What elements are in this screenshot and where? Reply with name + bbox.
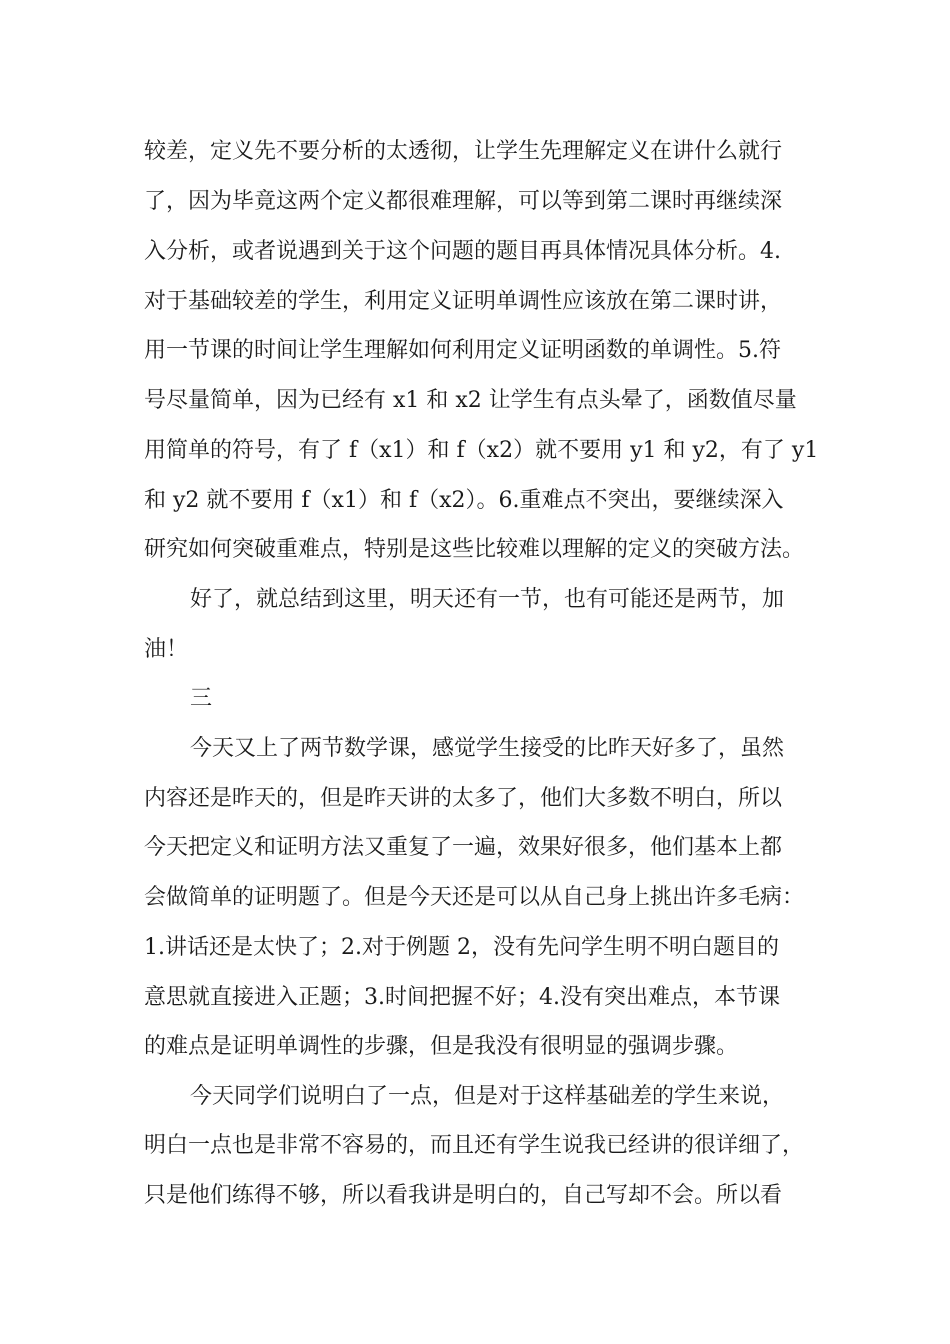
text-line: 号尽量简单，因为已经有 x1 和 x2 让学生有点头晕了，函数值尽量 — [144, 388, 797, 413]
text-line: 只是他们练得不够，所以看我讲是明白的，自己写却不会。所以看 — [144, 1183, 783, 1208]
text-line: 1.讲话还是太快了；2.对于例题 2，没有先问学生明不明白题目的 — [144, 935, 779, 960]
text-line: 内容还是昨天的，但是昨天讲的太多了，他们大多数不明白，所以 — [144, 786, 783, 811]
text-line: 今天同学们说明白了一点，但是对于这样基础差的学生来说， — [190, 1084, 785, 1109]
text-line: 今天把定义和证明方法又重复了一遍，效果好很多，他们基本上都 — [144, 835, 783, 860]
text-line: 油！ — [144, 637, 189, 662]
text-line: 好了，就总结到这里，明天还有一节，也有可能还是两节，加 — [190, 587, 785, 612]
text-line: 今天又上了两节数学课，感觉学生接受的比昨天好多了，虽然 — [190, 736, 785, 761]
text-line: 对于基础较差的学生，利用定义证明单调性应该放在第二课时讲， — [144, 289, 783, 314]
text-line: 入分析，或者说遇到关于这个问题的题目再具体情况具体分析。4. — [144, 239, 781, 264]
section-heading: 三 — [190, 686, 213, 711]
text-line: 用简单的符号，有了 f（x1）和 f（x2）就不要用 y1 和 y2，有了 y1 — [144, 438, 819, 463]
text-line: 较差，定义先不要分析的太透彻，让学生先理解定义在讲什么就行 — [144, 139, 783, 164]
text-line: 用一节课的时间让学生理解如何利用定义证明函数的单调性。5.符 — [144, 338, 781, 363]
text-line: 研究如何突破重难点，特别是这些比较难以理解的定义的突破方法。 — [144, 537, 805, 562]
text-line: 的难点是证明单调性的步骤，但是我没有很明显的强调步骤。 — [144, 1034, 739, 1059]
text-line: 会做简单的证明题了。但是今天还是可以从自己身上挑出许多毛病： — [144, 885, 805, 910]
text-line: 了，因为毕竟这两个定义都很难理解，可以等到第二课时再继续深 — [144, 189, 783, 214]
text-line: 意思就直接进入正题；3.时间把握不好；4.没有突出难点，本节课 — [144, 985, 780, 1010]
text-line: 明白一点也是非常不容易的，而且还有学生说我已经讲的很详细了， — [144, 1133, 805, 1158]
text-line: 和 y2 就不要用 f（x1）和 f（x2）。6.重难点不突出，要继续深入 — [144, 488, 784, 513]
